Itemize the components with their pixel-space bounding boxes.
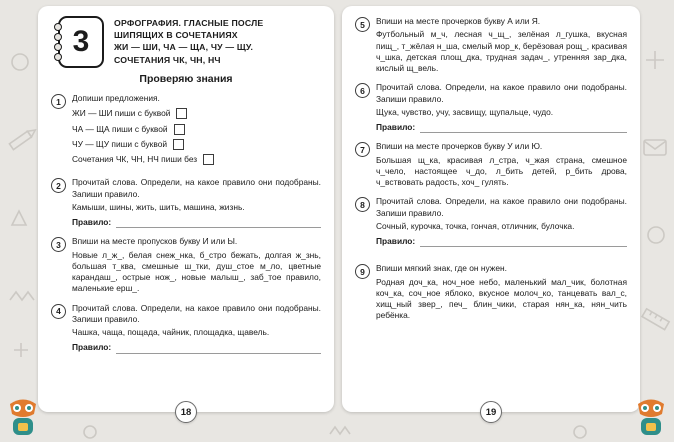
rule-answer-row <box>72 342 321 353</box>
task-1-prompt: Допиши предложения. <box>72 93 160 103</box>
task-6-words: Щука, чувство, учу, засвищу, щупальце, чудо. <box>376 106 554 117</box>
task-9 <box>355 263 627 321</box>
task-6-prompt: Прочитай слова. Определи, на какое правило они подобраны. Запиши правило. <box>376 82 627 104</box>
rule-line <box>72 108 321 119</box>
task-9-fill-text[interactable]: Родная доч_ка, ноч_ное небо, маленький мал_чик, болотная коч_ка, соч_ное яблоко, вкусное молоч_ко, танцевать вал_с, хищ_ный звер_, печ_ блин_чики, старая нян_ка, нян_чить ребёнка. <box>376 276 627 321</box>
page-left <box>38 6 334 418</box>
doodle-plus <box>646 51 664 69</box>
task-2 <box>51 177 321 228</box>
page-number-left: 18 <box>175 401 197 423</box>
task-8-words: Сочный, курочка, точка, гончая, отличник, булочка. <box>376 220 575 231</box>
chapter-header <box>51 16 321 68</box>
task-3-fill-text[interactable]: Новые л_ж_, белая снеж_нка, б_стро бежать, долгая ж_знь, большая т_ква, смешные ш_тки, душ_стое м_ло, цветные карандаш_, острые нож_, новые малыш_, заб_тое правило, маленькие ерш_. <box>72 249 321 294</box>
chapter-number: 3 <box>72 25 90 58</box>
task-5 <box>355 16 627 74</box>
rule-text: ЧУ — ЩУ пиши с буквой <box>72 138 168 149</box>
rule-line <box>72 124 321 135</box>
mascot-owl-left-icon <box>5 397 41 439</box>
chapter-title-line: ШИПЯЩИХ В СОЧЕТАНИЯХ <box>114 30 238 41</box>
page-right <box>342 6 640 418</box>
rule-write-line[interactable] <box>420 123 627 133</box>
doodle-pencil <box>9 127 37 149</box>
task-3-number: 3 <box>51 237 66 252</box>
chapter-title-line: ОРФОГРАФИЯ. ГЛАСНЫЕ ПОСЛЕ <box>114 18 264 28</box>
task-5-fill-text[interactable]: Футбольный м_ч, лесная ч_щ_, зелёная л_гушка, вкусная пищ_, т_жёлая н_ша, смелый мор_к, берёзовая рощ_, красивая ч_шка, детская площ_дка, трудная задач_, утренняя зар_дка, кислый щ_вель. <box>376 29 627 73</box>
task-5-number: 5 <box>355 17 370 32</box>
answer-box[interactable] <box>203 154 214 165</box>
rule-write-line[interactable] <box>116 344 321 354</box>
chapter-title-line: СОЧЕТАНИЯ ЧК, ЧН, НЧ <box>114 54 221 65</box>
task-9-prompt: Впиши мягкий знак, где он нужен. <box>376 263 507 274</box>
task-8 <box>355 196 627 247</box>
task-1 <box>51 93 321 169</box>
rule-answer-row <box>376 122 627 133</box>
doodle-zigzag <box>330 427 350 434</box>
doodle-zigzag <box>10 292 34 300</box>
rule-answer-row <box>72 217 321 228</box>
doodle-plus <box>14 343 28 357</box>
rule-text: ЖИ — ШИ пиши с буквой <box>72 108 171 119</box>
doodle-circle <box>574 426 586 438</box>
task-3 <box>51 236 321 294</box>
chapter-title-line: ЖИ — ШИ, ЧА — ЩА, ЧУ — ЩУ. <box>114 42 254 53</box>
rule-label: Правило: <box>376 236 416 246</box>
rule-label: Правило: <box>72 217 112 227</box>
answer-box[interactable] <box>176 108 187 119</box>
task-3-prompt: Впиши на месте пропусков букву И или Ы. <box>72 236 238 247</box>
rule-text: Сочетания ЧК, ЧН, НЧ пиши без <box>72 154 198 164</box>
task-6 <box>355 82 627 133</box>
task-7-prompt: Впиши на месте прочерков букву У или Ю. <box>376 141 543 152</box>
rule-text: ЧА — ЩА пиши с буквой <box>72 123 168 134</box>
mascot-owl-right-icon <box>633 397 669 439</box>
rule-write-line[interactable] <box>420 237 627 247</box>
section-title: Проверяю знания <box>139 73 233 85</box>
doodle-circle <box>12 54 28 70</box>
task-6-number: 6 <box>355 83 370 98</box>
task-4 <box>51 303 321 354</box>
task-2-number: 2 <box>51 178 66 193</box>
chapter-title <box>114 16 263 68</box>
task-7-number: 7 <box>355 142 370 157</box>
task-8-number: 8 <box>355 197 370 212</box>
doodle-ruler <box>642 309 669 330</box>
doodle-circle <box>648 227 664 243</box>
doodle-circle <box>84 426 96 438</box>
task-7-fill-text[interactable]: Большая щ_ка, красивая л_стра, ч_жая страна, смешное ч_чело, настоящее ч_до, л_бить детей, р_бить дрова, ч_вствовать радость, хоч_ гулять. <box>376 154 627 187</box>
task-2-prompt: Прочитай слова. Определи, на какое правило они подобраны. Запиши правило. <box>72 177 321 199</box>
chapter-badge <box>58 16 104 68</box>
rule-answer-row <box>376 236 627 247</box>
answer-box[interactable] <box>173 139 184 150</box>
task-4-prompt: Прочитай слова. Определи, на какое правило они подобраны. Запиши правило. <box>72 302 321 324</box>
answer-box[interactable] <box>174 124 185 135</box>
task-4-number: 4 <box>51 304 66 319</box>
doodle-triangle <box>12 211 26 225</box>
task-7 <box>355 141 627 188</box>
rule-line <box>72 154 321 165</box>
page-number-right: 19 <box>480 401 502 423</box>
task-8-prompt: Прочитай слова. Определи, на какое правило они подобраны. Запиши правило. <box>376 196 627 218</box>
doodle-envelope <box>644 140 666 155</box>
spiral-binding-icon <box>54 23 62 61</box>
task-9-number: 9 <box>355 264 370 279</box>
task-4-words: Чашка, чаща, пощада, чайник, площадка, щавель. <box>72 327 270 337</box>
rule-label: Правило: <box>376 122 416 132</box>
rule-write-line[interactable] <box>116 218 321 228</box>
task-1-number: 1 <box>51 94 66 109</box>
rule-line <box>72 139 321 150</box>
task-2-words: Камыши, шины, жить, шить, машина, жизнь. <box>72 201 245 212</box>
task-5-prompt: Впиши на месте прочерков букву А или Я. <box>376 16 541 26</box>
rule-label: Правило: <box>72 342 112 353</box>
